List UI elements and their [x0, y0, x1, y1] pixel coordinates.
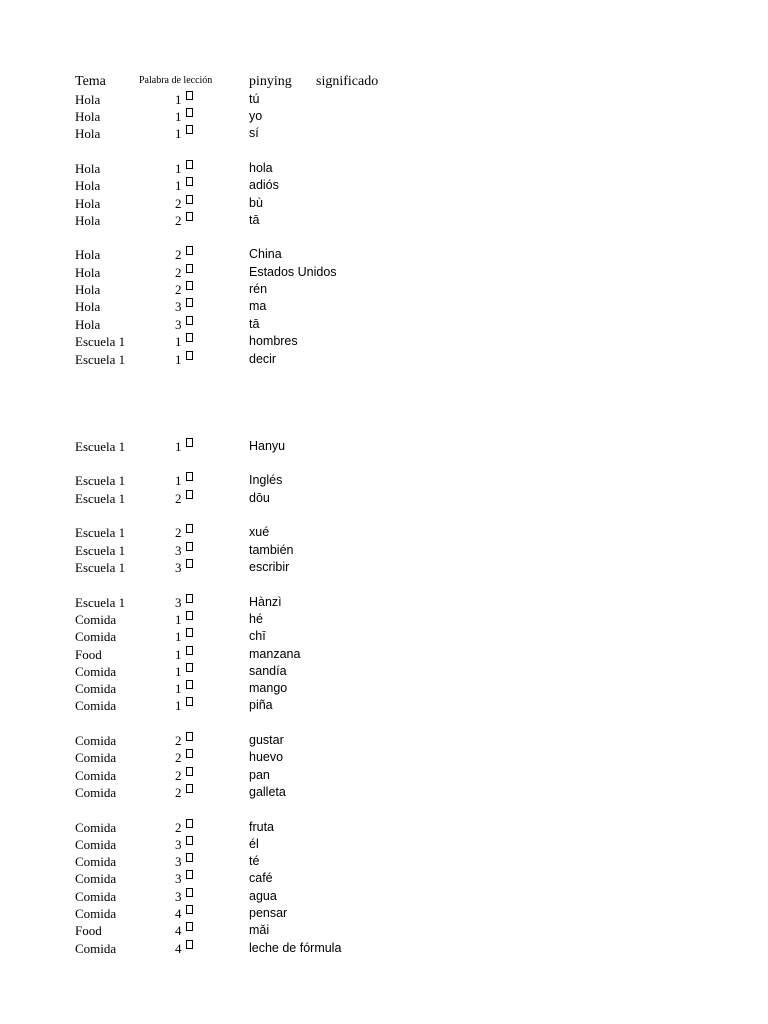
missing-glyph-icon [186, 853, 193, 862]
cell-tema: Hola [75, 178, 101, 193]
missing-glyph-icon [186, 784, 193, 793]
cell-leccion: 1 [175, 698, 182, 713]
cell-tema: Hola [75, 126, 101, 141]
table-row [0, 905, 768, 922]
missing-glyph-icon [186, 888, 193, 897]
cell-significado: ma [249, 299, 267, 313]
cell-significado: Estados Unidos [249, 265, 337, 279]
missing-glyph-icon [186, 905, 193, 914]
cell-significado: hé [249, 612, 263, 626]
missing-glyph-icon [186, 663, 193, 672]
cell-significado: tú [249, 92, 260, 106]
cell-significado: sandía [249, 664, 287, 678]
table-row [0, 836, 768, 853]
cell-leccion: 2 [175, 785, 182, 800]
cell-leccion: 4 [175, 941, 182, 956]
cell-significado: también [249, 543, 294, 557]
cell-leccion: 2 [175, 491, 182, 506]
missing-glyph-icon [186, 91, 193, 100]
cell-tema: Escuela 1 [75, 439, 126, 454]
table-row [0, 611, 768, 628]
missing-glyph-icon [186, 490, 193, 499]
table-row [0, 125, 768, 142]
cell-tema: Comida [75, 837, 117, 852]
header-palabra-de-leccion: Palabra de lección [139, 75, 213, 86]
cell-significado: chī [249, 629, 266, 643]
missing-glyph-icon [186, 177, 193, 186]
cell-tema: Comida [75, 871, 117, 886]
cell-significado: pan [249, 768, 270, 782]
table-row [0, 697, 768, 714]
missing-glyph-icon [186, 594, 193, 603]
cell-significado: hombres [249, 334, 298, 348]
table-row [0, 559, 768, 576]
missing-glyph-icon [186, 767, 193, 776]
cell-significado: China [249, 247, 282, 261]
table-row [0, 853, 768, 870]
table-row [0, 870, 768, 887]
cell-tema: Comida [75, 889, 117, 904]
table-row [0, 784, 768, 801]
cell-leccion: 2 [175, 733, 182, 748]
missing-glyph-icon [186, 125, 193, 134]
cell-tema: Hola [75, 247, 101, 262]
cell-tema: Comida [75, 698, 117, 713]
missing-glyph-icon [186, 333, 193, 342]
cell-leccion: 1 [175, 92, 182, 107]
cell-significado: tā [249, 213, 260, 227]
cell-leccion: 1 [175, 178, 182, 193]
table-row [0, 680, 768, 697]
cell-tema: Comida [75, 941, 117, 956]
cell-leccion: 2 [175, 282, 182, 297]
table-row [0, 281, 768, 298]
cell-tema: Escuela 1 [75, 491, 126, 506]
table-row [0, 767, 768, 784]
cell-leccion: 2 [175, 213, 182, 228]
cell-significado: galleta [249, 785, 286, 799]
cell-significado: adiós [249, 178, 279, 192]
table-row [0, 177, 768, 194]
table-row [0, 212, 768, 229]
cell-tema: Food [75, 647, 102, 662]
table-row [0, 490, 768, 507]
cell-leccion: 4 [175, 906, 182, 921]
cell-leccion: 2 [175, 247, 182, 262]
table-row [0, 819, 768, 836]
table-row [0, 472, 768, 489]
missing-glyph-icon [186, 472, 193, 481]
cell-leccion: 4 [175, 923, 182, 938]
cell-leccion: 1 [175, 439, 182, 454]
cell-tema: Comida [75, 854, 117, 869]
table-row [0, 888, 768, 905]
table-row [0, 160, 768, 177]
cell-significado: hola [249, 161, 273, 175]
missing-glyph-icon [186, 749, 193, 758]
cell-tema: Hola [75, 299, 101, 314]
missing-glyph-icon [186, 438, 193, 447]
cell-leccion: 1 [175, 629, 182, 644]
cell-significado: té [249, 854, 260, 868]
cell-tema: Hola [75, 161, 101, 176]
missing-glyph-icon [186, 836, 193, 845]
cell-tema: Hola [75, 109, 101, 124]
cell-significado: gustar [249, 733, 284, 747]
cell-leccion: 1 [175, 612, 182, 627]
missing-glyph-icon [186, 628, 193, 637]
cell-leccion: 3 [175, 854, 182, 869]
cell-leccion: 2 [175, 820, 182, 835]
cell-tema: Food [75, 923, 102, 938]
table-row [0, 298, 768, 315]
missing-glyph-icon [186, 542, 193, 551]
cell-tema: Hola [75, 317, 101, 332]
table-row [0, 438, 768, 455]
cell-tema: Comida [75, 906, 117, 921]
missing-glyph-icon [186, 195, 193, 204]
missing-glyph-icon [186, 281, 193, 290]
cell-tema: Hola [75, 282, 101, 297]
table-row [0, 542, 768, 559]
cell-tema: Hola [75, 196, 101, 211]
cell-leccion: 1 [175, 664, 182, 679]
cell-leccion: 1 [175, 161, 182, 176]
cell-tema: Comida [75, 681, 117, 696]
missing-glyph-icon [186, 940, 193, 949]
cell-tema: Comida [75, 750, 117, 765]
cell-significado: café [249, 871, 273, 885]
table-row [0, 264, 768, 281]
table-row [0, 246, 768, 263]
table-row [0, 91, 768, 108]
cell-significado: escribir [249, 560, 290, 574]
table-row [0, 646, 768, 663]
cell-significado: dōu [249, 491, 270, 505]
cell-significado: Inglés [249, 473, 283, 487]
cell-leccion: 1 [175, 109, 182, 124]
table-row [0, 524, 768, 541]
cell-leccion: 3 [175, 299, 182, 314]
cell-leccion: 3 [175, 317, 182, 332]
cell-significado: leche de fórmula [249, 941, 342, 955]
cell-leccion: 3 [175, 871, 182, 886]
cell-significado: fruta [249, 820, 275, 834]
cell-significado: yo [249, 109, 263, 123]
missing-glyph-icon [186, 870, 193, 879]
cell-tema: Comida [75, 612, 117, 627]
cell-leccion: 2 [175, 525, 182, 540]
cell-tema: Hola [75, 213, 101, 228]
table-row [0, 316, 768, 333]
cell-leccion: 3 [175, 889, 182, 904]
table-row [0, 732, 768, 749]
cell-leccion: 1 [175, 334, 182, 349]
cell-significado: xué [249, 525, 270, 539]
cell-significado: manzana [249, 647, 301, 661]
cell-significado: mango [249, 681, 288, 695]
table-row [0, 594, 768, 611]
cell-tema: Escuela 1 [75, 543, 126, 558]
cell-tema: Escuela 1 [75, 525, 126, 540]
cell-leccion: 3 [175, 837, 182, 852]
missing-glyph-icon [186, 351, 193, 360]
table-row [0, 663, 768, 680]
header-pinyin: pinying [249, 74, 292, 89]
cell-significado: piña [249, 698, 273, 712]
table-row [0, 940, 768, 957]
cell-significado: mǎi [249, 923, 270, 937]
table-row [0, 108, 768, 125]
cell-tema: Comida [75, 629, 117, 644]
cell-significado: pensar [249, 906, 288, 920]
cell-tema: Comida [75, 768, 117, 783]
table-row [0, 333, 768, 350]
cell-leccion: 2 [175, 196, 182, 211]
missing-glyph-icon [186, 646, 193, 655]
cell-significado: huevo [249, 750, 284, 764]
cell-leccion: 1 [175, 126, 182, 141]
missing-glyph-icon [186, 316, 193, 325]
cell-tema: Comida [75, 733, 117, 748]
cell-leccion: 1 [175, 647, 182, 662]
missing-glyph-icon [186, 697, 193, 706]
cell-leccion: 3 [175, 595, 182, 610]
cell-significado: decir [249, 352, 277, 366]
cell-leccion: 3 [175, 543, 182, 558]
cell-leccion: 2 [175, 750, 182, 765]
cell-leccion: 2 [175, 265, 182, 280]
cell-tema: Comida [75, 664, 117, 679]
cell-significado: tā [249, 317, 260, 331]
table-row [0, 749, 768, 766]
missing-glyph-icon [186, 732, 193, 741]
cell-tema: Hola [75, 265, 101, 280]
header-tema: Tema [75, 74, 106, 89]
cell-tema: Comida [75, 785, 117, 800]
cell-leccion: 3 [175, 560, 182, 575]
cell-leccion: 1 [175, 681, 182, 696]
cell-significado: Hanyu [249, 439, 286, 453]
cell-significado: sí [249, 126, 259, 140]
table-row [0, 195, 768, 212]
table-row [0, 628, 768, 645]
missing-glyph-icon [186, 160, 193, 169]
cell-tema: Escuela 1 [75, 473, 126, 488]
cell-significado: rén [249, 282, 268, 296]
missing-glyph-icon [186, 559, 193, 568]
missing-glyph-icon [186, 680, 193, 689]
missing-glyph-icon [186, 524, 193, 533]
missing-glyph-icon [186, 922, 193, 931]
cell-significado: Hànzì [249, 595, 282, 609]
missing-glyph-icon [186, 108, 193, 117]
cell-leccion: 1 [175, 352, 182, 367]
cell-significado: agua [249, 889, 277, 903]
table-row [0, 351, 768, 368]
header-significado: significado [316, 74, 379, 89]
cell-tema: Escuela 1 [75, 334, 126, 349]
missing-glyph-icon [186, 246, 193, 255]
cell-significado: él [249, 837, 259, 851]
missing-glyph-icon [186, 611, 193, 620]
cell-leccion: 1 [175, 473, 182, 488]
cell-tema: Escuela 1 [75, 595, 126, 610]
cell-significado: bù [249, 196, 263, 210]
cell-tema: Hola [75, 92, 101, 107]
missing-glyph-icon [186, 264, 193, 273]
cell-tema: Escuela 1 [75, 560, 126, 575]
missing-glyph-icon [186, 298, 193, 307]
cell-tema: Escuela 1 [75, 352, 126, 367]
missing-glyph-icon [186, 819, 193, 828]
missing-glyph-icon [186, 212, 193, 221]
cell-tema: Comida [75, 820, 117, 835]
cell-leccion: 2 [175, 768, 182, 783]
table-row [0, 922, 768, 939]
